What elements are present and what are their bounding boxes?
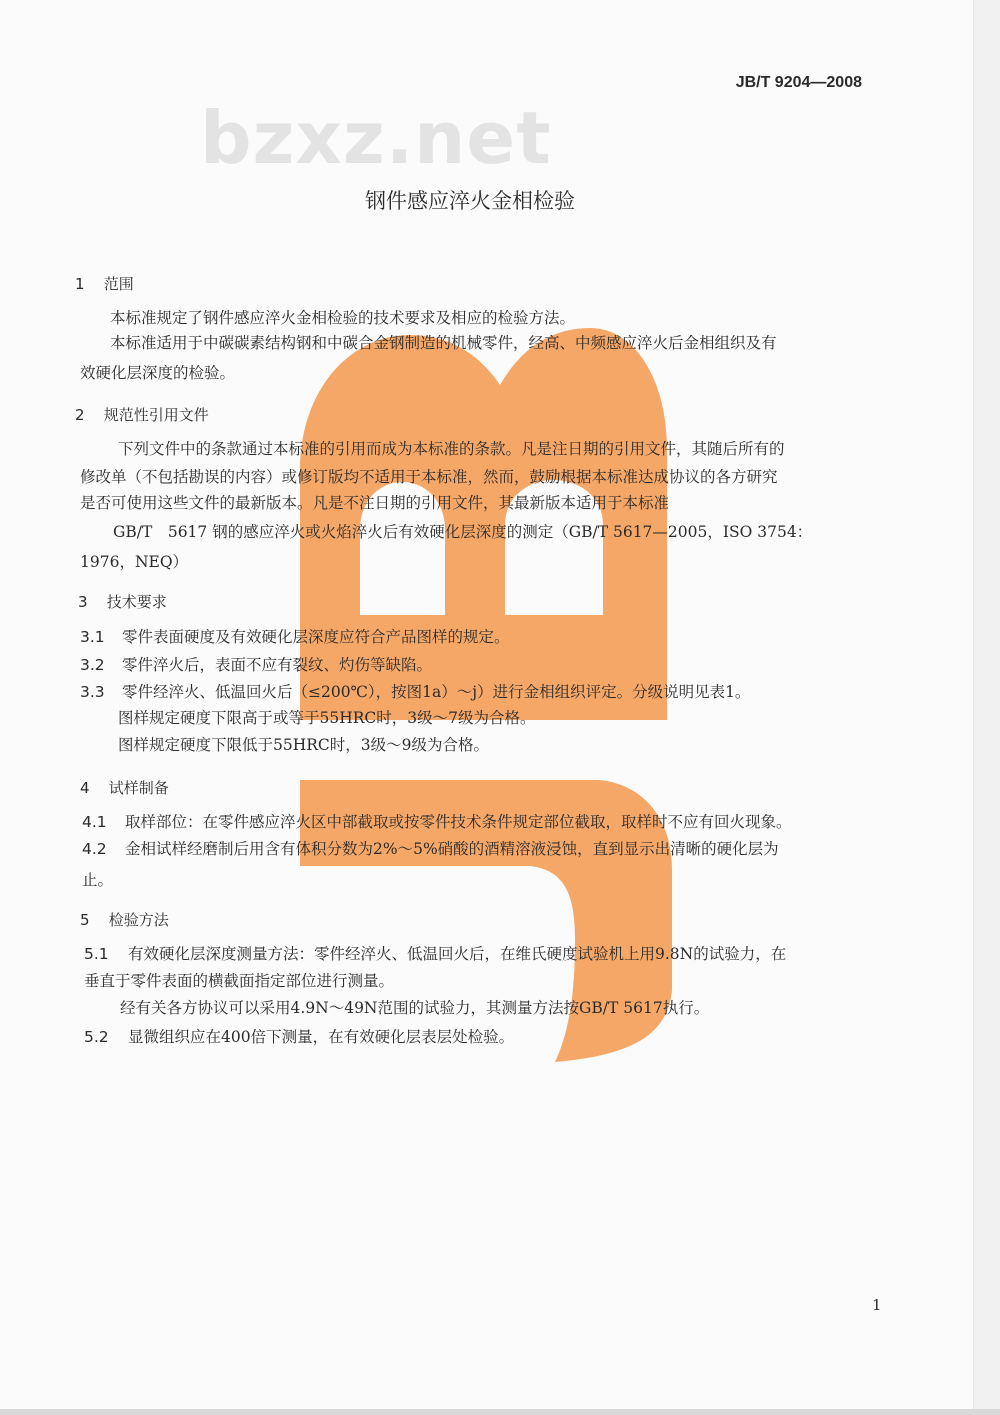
clause-text: 显微组织应在400倍下测量，在有效硬化层表层处检验。 — [128, 1028, 515, 1046]
section-number: 2 — [75, 406, 85, 424]
clause-number: 5.2 — [84, 1028, 109, 1046]
clause-3-2 — [80, 655, 432, 675]
section-title: 规范性引用文件 — [103, 406, 209, 424]
page-number: 1 — [872, 1296, 882, 1314]
clause-number: 3.3 — [80, 683, 105, 701]
clause-text: 零件经淬火、低温回火后（≤200℃），按图1a）～j）进行金相组织评定。分级说明见表1。 — [122, 683, 751, 701]
paragraph-line: 修改单（不包括勘误的内容）或修订版均不适用于本标准，然而，鼓励根据本标准达成协议的各方研究 — [80, 468, 778, 486]
clause-number: 4.1 — [82, 813, 107, 831]
paragraph-line: 本标准规定了钢件感应淬火金相检验的技术要求及相应的检验方法。 — [110, 309, 576, 327]
clause-text: 零件淬火后，表面不应有裂纹、灼伤等缺陷。 — [122, 656, 433, 674]
site-watermark: bzxz.net — [200, 96, 552, 180]
document-title: 钢件感应淬火金相检验 — [365, 189, 575, 213]
clause-3-1 — [80, 627, 510, 647]
section-title: 技术要求 — [106, 593, 167, 611]
section-title: 范围 — [103, 275, 134, 293]
section-heading-5 — [80, 910, 169, 930]
clause-text: 零件表面硬度及有效硬化层深度应符合产品图样的规定。 — [122, 628, 510, 646]
section-number: 5 — [80, 911, 90, 929]
paragraph-line: 垂直于零件表面的横截面指定部位进行测量。 — [84, 972, 395, 990]
clause-number: 3.2 — [80, 656, 105, 674]
section-title: 检验方法 — [108, 911, 169, 929]
paragraph-line: 图样规定硬度下限低于55HRC时，3级～9级为合格。 — [118, 736, 489, 754]
section-title: 试样制备 — [108, 779, 169, 797]
clause-number: 5.1 — [84, 945, 109, 963]
clause-text: 金相试样经磨制后用含有体积分数为2%～5%硝酸的酒精溶液浸蚀，直到显示出清晰的硬化层为 — [125, 840, 779, 858]
clause-number: 4.2 — [82, 840, 107, 858]
section-number: 3 — [78, 593, 88, 611]
reference-line: 1976，NEQ） — [80, 553, 189, 571]
clause-4-1 — [82, 812, 792, 832]
paragraph-line: 下列文件中的条款通过本标准的引用而成为本标准的条款。凡是注日期的引用文件，其随后所有的 — [118, 440, 785, 458]
section-heading-2 — [75, 405, 209, 425]
clause-5-1 — [84, 944, 786, 964]
paragraph-line: 是否可使用这些文件的最新版本。凡是不注日期的引用文件，其最新版本适用于本标准 — [80, 494, 670, 512]
section-heading-1 — [75, 274, 134, 294]
section-number: 4 — [80, 779, 90, 797]
clause-5-2 — [84, 1027, 514, 1047]
clause-text: 取样部位：在零件感应淬火区中部截取或按零件技术条件规定部位截取，取样时不应有回火现象。 — [125, 813, 792, 831]
clause-3-3 — [80, 682, 750, 702]
section-heading-4 — [80, 778, 169, 798]
paragraph-line: 本标准适用于中碳碳素结构钢和中碳合金钢制造的机械零件，经高、中频感应淬火后金相组织及有 — [110, 334, 777, 352]
reference-line: GB/T 5617 钢的感应淬火或火焰淬火后有效硬化层深度的测定（GB/T 5617—2005，ISO 3754： — [113, 523, 813, 541]
clause-4-2 — [82, 839, 779, 859]
clause-number: 3.1 — [80, 628, 105, 646]
section-number: 1 — [75, 275, 85, 293]
paragraph-line: 止。 — [82, 871, 114, 889]
standard-number: JB/T 9204—2008 — [735, 74, 862, 91]
section-heading-3 — [78, 592, 167, 612]
clause-text: 有效硬化层深度测量方法：零件经淬火、低温回火后，在维氏硬度试验机上用9.8N的试验力，在 — [128, 945, 787, 963]
paragraph-line: 图样规定硬度下限高于或等于55HRC时，3级～7级为合格。 — [118, 709, 536, 727]
paragraph-line: 经有关各方协议可以采用4.9N～49N范围的试验力，其测量方法按GB/T 5617执行。 — [120, 999, 710, 1017]
paragraph-line: 效硬化层深度的检验。 — [80, 364, 236, 382]
